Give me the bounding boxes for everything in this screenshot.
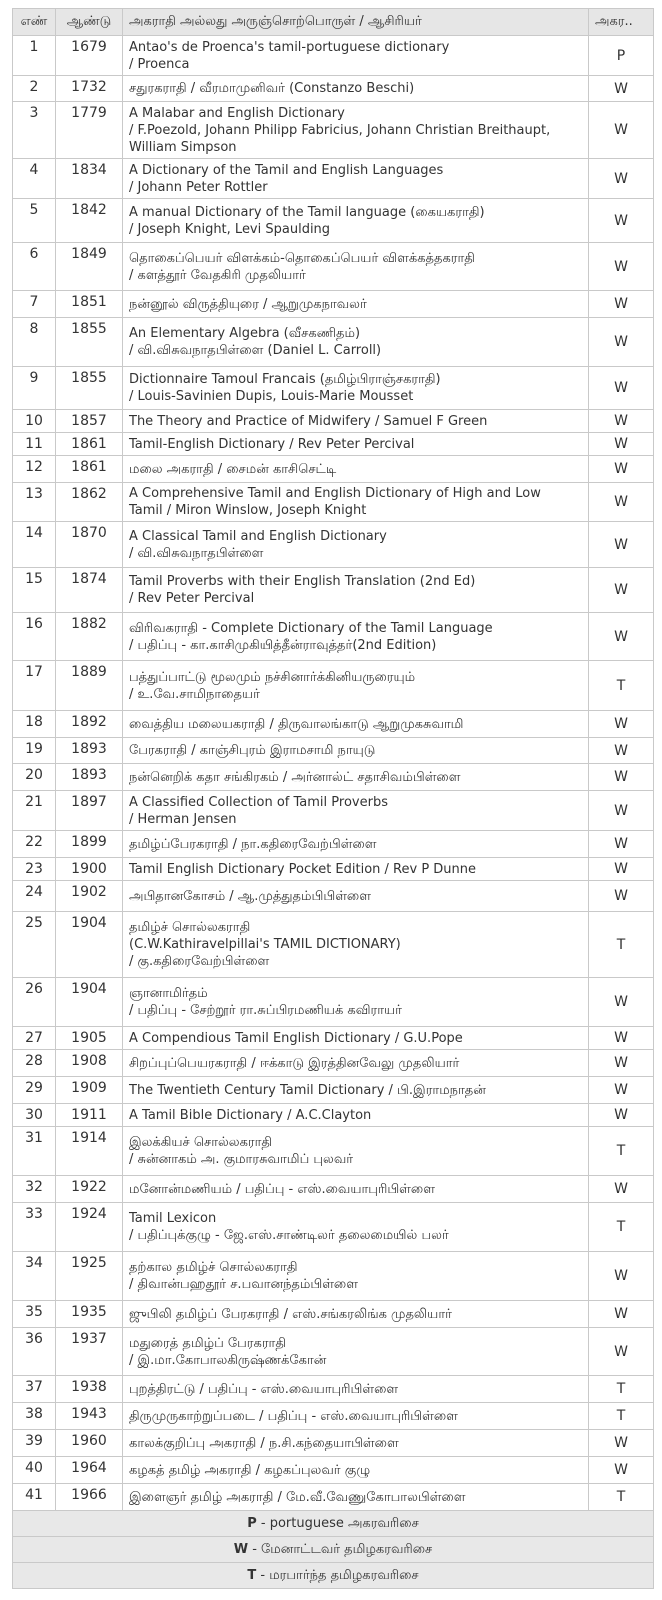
row-year: 1679 <box>56 36 123 76</box>
row-type: W <box>589 159 654 199</box>
legend-text: - மேனாட்டவர் தமிழகரவரிசை <box>248 1541 433 1557</box>
row-title-author <box>123 291 589 318</box>
row-number: 37 <box>13 1376 56 1403</box>
row-year: 1966 <box>56 1484 123 1511</box>
row-type: T <box>589 1403 654 1430</box>
title-line: / களத்தூர் வேதகிரி முதலியார் <box>129 267 306 283</box>
title-line: Tamil-English Dictionary / Rev Peter Percival <box>129 436 415 452</box>
row-year: 1874 <box>56 568 123 613</box>
row-type: W <box>589 764 654 791</box>
row-title-author <box>123 738 589 764</box>
row-year: 1849 <box>56 243 123 291</box>
table-row <box>13 1203 654 1252</box>
title-line: The Theory and Practice of Midwifery / Samuel F Green <box>129 413 488 429</box>
row-title-author <box>123 881 589 912</box>
row-number: 30 <box>13 1104 56 1127</box>
table-row <box>13 764 654 791</box>
row-number: 11 <box>13 433 56 456</box>
row-year: 1851 <box>56 291 123 318</box>
table-row <box>13 433 654 456</box>
header-title: அகராதி அல்லது அருஞ்சொற்பொருள் / ஆசிரியர் <box>123 9 589 36</box>
row-year: 1908 <box>56 1050 123 1077</box>
title-line: / Proenca <box>129 56 190 72</box>
header-num: எண் <box>13 9 56 36</box>
row-type: W <box>589 568 654 613</box>
row-year: 1904 <box>56 978 123 1027</box>
row-number: 19 <box>13 738 56 764</box>
title-line: / பதிப்புக்குழு - ஜே.எஸ்.சாண்டிலர் தலைமையில் பலர் <box>129 1228 449 1243</box>
title-line: புறத்திரட்டு / பதிப்பு - எஸ்.வையாபுரிபிள்ளை <box>129 1381 399 1397</box>
table-row <box>13 1484 654 1511</box>
row-number: 28 <box>13 1050 56 1077</box>
row-type: W <box>589 881 654 912</box>
row-title-author <box>123 76 589 102</box>
row-year: 1938 <box>56 1376 123 1403</box>
table-row <box>13 858 654 881</box>
table-row <box>13 1027 654 1050</box>
row-year: 1899 <box>56 831 123 858</box>
row-year: 1909 <box>56 1077 123 1104</box>
row-type: T <box>589 1376 654 1403</box>
row-type: T <box>589 661 654 711</box>
table-row <box>13 291 654 318</box>
title-line: / Louis-Savinien Dupis, Louis-Marie Mousset <box>129 389 414 404</box>
table-row <box>13 1077 654 1104</box>
legend-cell <box>13 1537 654 1563</box>
row-type: W <box>589 1328 654 1376</box>
title-line: தமிழ்ச் சொல்லகராதி <box>129 920 251 935</box>
table-row <box>13 613 654 661</box>
table-row <box>13 243 654 291</box>
row-year: 1893 <box>56 764 123 791</box>
title-line: A Comprehensive Tamil and English Dictionary of High and Low <box>129 486 541 501</box>
title-line: Tamil Lexicon <box>129 1211 217 1226</box>
row-number: 8 <box>13 318 56 367</box>
row-type: T <box>589 1484 654 1511</box>
row-number: 7 <box>13 291 56 318</box>
row-title-author <box>123 711 589 738</box>
legend-row <box>13 1537 654 1563</box>
row-title-author <box>123 912 589 978</box>
row-number: 32 <box>13 1176 56 1203</box>
row-type: W <box>589 102 654 159</box>
row-title-author <box>123 522 589 568</box>
row-number: 33 <box>13 1203 56 1252</box>
table-row <box>13 978 654 1027</box>
table-row <box>13 1328 654 1376</box>
title-line: விரிவகராதி - Complete Dictionary of the Tamil Language <box>129 620 493 636</box>
row-title-author <box>123 613 589 661</box>
row-year: 1861 <box>56 456 123 483</box>
row-year: 1855 <box>56 318 123 367</box>
row-title-author <box>123 1328 589 1376</box>
row-number: 21 <box>13 791 56 831</box>
row-number: 38 <box>13 1403 56 1430</box>
row-type: W <box>589 738 654 764</box>
row-year: 1834 <box>56 159 123 199</box>
row-year: 1902 <box>56 881 123 912</box>
row-type: T <box>589 912 654 978</box>
row-type: T <box>589 1127 654 1176</box>
table-row <box>13 318 654 367</box>
title-line: அபிதானகோசம் / ஆ.முத்துதம்பிபிள்ளை <box>129 888 371 904</box>
row-type: W <box>589 291 654 318</box>
table-row <box>13 881 654 912</box>
row-type: W <box>589 1301 654 1328</box>
title-line: / பதிப்பு - சேற்றூர் ரா.சுப்பிரமணியக் கவிராயர் <box>129 1003 402 1018</box>
row-title-author <box>123 456 589 483</box>
title-line: Dictionnaire Tamoul Francais (தமிழ்பிராஞ்சகராதி) <box>129 372 441 387</box>
title-line: பத்துப்பாட்டு மூலமும் நச்சினார்க்கினியருரையும் <box>129 669 416 685</box>
title-line: இலக்கியச் சொல்லகராதி <box>129 1135 273 1150</box>
row-type: W <box>589 433 654 456</box>
row-title-author <box>123 1176 589 1203</box>
row-type: W <box>589 243 654 291</box>
table-row <box>13 456 654 483</box>
table-row <box>13 568 654 613</box>
row-year: 1892 <box>56 711 123 738</box>
row-type: W <box>589 483 654 522</box>
row-number: 34 <box>13 1252 56 1301</box>
row-number: 39 <box>13 1430 56 1457</box>
row-number: 23 <box>13 858 56 881</box>
title-line: தமிழ்ப்பேரகராதி / நா.கதிரைவேற்பிள்ளை <box>129 836 377 852</box>
row-year: 1732 <box>56 76 123 102</box>
table-row <box>13 36 654 76</box>
row-number: 35 <box>13 1301 56 1328</box>
row-title-author <box>123 1203 589 1252</box>
table-row <box>13 1403 654 1430</box>
legend-text: - மரபார்ந்த தமிழகரவரிசை <box>256 1567 419 1583</box>
row-number: 24 <box>13 881 56 912</box>
row-number: 36 <box>13 1328 56 1376</box>
title-line: இளைஞர் தமிழ் அகராதி / மே.வீ.வேணுகோபாலபிள்ளை <box>129 1489 466 1505</box>
table-row <box>13 522 654 568</box>
row-number: 27 <box>13 1027 56 1050</box>
row-type: W <box>589 367 654 410</box>
title-line: / திவான்பஹதூர் ச.பவானந்தம்பிள்ளை <box>129 1277 358 1292</box>
row-title-author <box>123 1430 589 1457</box>
row-title-author <box>123 978 589 1027</box>
row-number: 22 <box>13 831 56 858</box>
row-year: 1889 <box>56 661 123 711</box>
title-line: A Compendious Tamil English Dictionary / G.U.Pope <box>129 1030 463 1046</box>
title-line: தொகைப்பெயர் விளக்கம்-தொகைப்பெயர் விளக்கத்தகராதி <box>129 250 475 266</box>
row-year: 1882 <box>56 613 123 661</box>
title-line: கழகத் தமிழ் அகராதி / கழகப்புலவர் குழு <box>129 1462 371 1478</box>
row-number: 40 <box>13 1457 56 1484</box>
legend-cell <box>13 1511 654 1537</box>
row-type: W <box>589 410 654 433</box>
row-year: 1857 <box>56 410 123 433</box>
row-year: 1943 <box>56 1403 123 1430</box>
table-row <box>13 1050 654 1077</box>
row-title-author <box>123 410 589 433</box>
row-title-author <box>123 1403 589 1430</box>
row-year: 1861 <box>56 433 123 456</box>
table-row <box>13 410 654 433</box>
row-number: 17 <box>13 661 56 711</box>
title-line: வைத்திய மலையகராதி / திருவாலங்காடு ஆறுமுகசுவாமி <box>129 716 464 732</box>
title-line: / வி.விசுவநாதபிள்ளை (Daniel L. Carroll) <box>129 343 382 358</box>
dictionary-table <box>12 8 654 1589</box>
row-title-author <box>123 433 589 456</box>
row-year: 1779 <box>56 102 123 159</box>
table-row <box>13 483 654 522</box>
title-line: A Dictionary of the Tamil and English Languages <box>129 162 444 178</box>
row-number: 41 <box>13 1484 56 1511</box>
legend-code: P <box>247 1515 257 1531</box>
row-title-author <box>123 791 589 831</box>
row-number: 31 <box>13 1127 56 1176</box>
title-line: ஞானாமிர்தம் <box>129 986 208 1001</box>
title-line: Tamil / Miron Winslow, Joseph Knight <box>129 503 367 518</box>
row-title-author <box>123 661 589 711</box>
row-type: W <box>589 1176 654 1203</box>
legend-text: - portuguese அகரவரிசை <box>256 1515 419 1531</box>
table-row <box>13 1176 654 1203</box>
title-line: பேரகராதி / காஞ்சிபுரம் இராமசாமி நாயுடு <box>129 743 376 758</box>
row-type: W <box>589 1077 654 1104</box>
row-year: 1897 <box>56 791 123 831</box>
row-number: 1 <box>13 36 56 76</box>
title-line: சதுரகராதி / வீரமாமுனிவர் (Constanzo Beschi) <box>129 81 415 96</box>
table-row <box>13 1457 654 1484</box>
row-title-author <box>123 1457 589 1484</box>
table-row <box>13 1104 654 1127</box>
title-line: Tamil English Dictionary Pocket Edition / Rev P Dunne <box>129 861 477 877</box>
row-year: 1905 <box>56 1027 123 1050</box>
row-year: 1893 <box>56 738 123 764</box>
row-title-author <box>123 243 589 291</box>
title-line: / சுன்னாகம் அ. குமாரசுவாமிப் புலவர் <box>129 1152 354 1167</box>
title-line: The Twentieth Century Tamil Dictionary / பி.இராமநாதன் <box>129 1082 486 1098</box>
title-line: / உ.வே.சாமிநாதையர் <box>129 686 260 702</box>
row-year: 1935 <box>56 1301 123 1328</box>
title-line: நன்னெறிக் கதா சங்கிரகம் / அர்னால்ட் சதாசிவம்பிள்ளை <box>129 769 461 785</box>
title-line: மலை அகராதி / சைமன் காசிசெட்டி <box>129 461 337 477</box>
legend-code: T <box>247 1567 257 1583</box>
table-row <box>13 1127 654 1176</box>
row-type: W <box>589 1050 654 1077</box>
title-line: / வி.விசுவநாதபிள்ளை <box>129 545 264 561</box>
row-title-author <box>123 1252 589 1301</box>
row-title-author <box>123 199 589 243</box>
row-type: W <box>589 1457 654 1484</box>
row-title-author <box>123 1376 589 1403</box>
row-year: 1924 <box>56 1203 123 1252</box>
row-title-author <box>123 858 589 881</box>
row-type: W <box>589 1430 654 1457</box>
title-line: ஜுபிலி தமிழ்ப் பேரகராதி / எஸ்.சங்கரலிங்க முதலியார் <box>129 1306 452 1322</box>
legend-cell <box>13 1563 654 1589</box>
table-row <box>13 1252 654 1301</box>
row-year: 1904 <box>56 912 123 978</box>
title-line: திருமுருகாற்றுப்படை / பதிப்பு - எஸ்.வையாபுரிபிள்ளை <box>129 1408 458 1424</box>
row-number: 15 <box>13 568 56 613</box>
row-title-author <box>123 764 589 791</box>
row-number: 14 <box>13 522 56 568</box>
row-type: W <box>589 522 654 568</box>
row-title-author <box>123 102 589 159</box>
title-line: / Herman Jensen <box>129 811 237 827</box>
row-number: 12 <box>13 456 56 483</box>
row-year: 1862 <box>56 483 123 522</box>
row-number: 10 <box>13 410 56 433</box>
row-number: 20 <box>13 764 56 791</box>
title-line: மதுரைத் தமிழ்ப் பேரகராதி <box>129 1335 286 1351</box>
row-title-author <box>123 1127 589 1176</box>
row-title-author <box>123 1301 589 1328</box>
table-row <box>13 76 654 102</box>
row-number: 26 <box>13 978 56 1027</box>
row-year: 1960 <box>56 1430 123 1457</box>
row-number: 18 <box>13 711 56 738</box>
row-type: W <box>589 978 654 1027</box>
row-year: 1870 <box>56 522 123 568</box>
row-number: 25 <box>13 912 56 978</box>
title-line: நன்னூல் விருத்தியுரை / ஆறுமுகநாவலர் <box>129 296 367 312</box>
title-line: A Tamil Bible Dictionary / A.C.Clayton <box>129 1107 372 1123</box>
row-year: 1937 <box>56 1328 123 1376</box>
table-row <box>13 159 654 199</box>
table-row <box>13 661 654 711</box>
title-line: (C.W.Kathiravelpillai's TAMIL DICTIONARY) <box>129 937 401 952</box>
row-type: W <box>589 199 654 243</box>
row-number: 4 <box>13 159 56 199</box>
legend-row <box>13 1511 654 1537</box>
row-number: 13 <box>13 483 56 522</box>
title-line: / Joseph Knight, Levi Spaulding <box>129 221 331 237</box>
table-row <box>13 1301 654 1328</box>
row-number: 29 <box>13 1077 56 1104</box>
title-line: Tamil Proverbs with their English Translation (2nd Ed) <box>129 574 476 589</box>
row-title-author <box>123 568 589 613</box>
table-row <box>13 831 654 858</box>
row-type: W <box>589 711 654 738</box>
table-header-row <box>13 9 654 36</box>
legend-row <box>13 1563 654 1589</box>
row-type: W <box>589 1027 654 1050</box>
title-line: / Rev Peter Percival <box>129 591 255 606</box>
row-type: W <box>589 1104 654 1127</box>
row-number: 9 <box>13 367 56 410</box>
row-type: W <box>589 831 654 858</box>
row-year: 1925 <box>56 1252 123 1301</box>
row-type: W <box>589 318 654 367</box>
table-row <box>13 102 654 159</box>
title-line: மனோன்மணியம் / பதிப்பு - எஸ்.வையாபுரிபிள்ளை <box>129 1181 435 1197</box>
row-type: P <box>589 36 654 76</box>
row-title-author <box>123 318 589 367</box>
title-line: A manual Dictionary of the Tamil language (கையகராதி) <box>129 204 485 220</box>
title-line: தற்கால தமிழ்ச் சொல்லகராதி <box>129 1260 298 1275</box>
table-row <box>13 912 654 978</box>
row-title-author <box>123 1077 589 1104</box>
row-type: T <box>589 1203 654 1252</box>
row-year: 1964 <box>56 1457 123 1484</box>
title-line: Antao's de Proenca's tamil-portuguese dictionary <box>129 39 450 55</box>
table-row <box>13 1430 654 1457</box>
row-year: 1914 <box>56 1127 123 1176</box>
row-title-author <box>123 1027 589 1050</box>
row-number: 2 <box>13 76 56 102</box>
row-title-author <box>123 159 589 199</box>
row-year: 1855 <box>56 367 123 410</box>
row-title-author <box>123 1104 589 1127</box>
header-type: அகர.. <box>589 9 654 36</box>
row-type: W <box>589 1252 654 1301</box>
title-line: A Classified Collection of Tamil Proverbs <box>129 794 388 810</box>
row-number: 6 <box>13 243 56 291</box>
table-row <box>13 367 654 410</box>
title-line: காலக்குறிப்பு அகராதி / ந.சி.கந்தையாபிள்ளை <box>129 1435 399 1451</box>
row-type: W <box>589 76 654 102</box>
row-title-author <box>123 1050 589 1077</box>
title-line: An Elementary Algebra (வீசகணிதம்) <box>129 326 361 341</box>
table-row <box>13 791 654 831</box>
row-year: 1842 <box>56 199 123 243</box>
title-line: / Johann Peter Rottler <box>129 179 268 195</box>
legend-code: W <box>233 1541 249 1557</box>
title-line: / இ.மா.கோபாலகிருஷ்ணக்கோன் <box>129 1352 327 1368</box>
title-line: A Malabar and English Dictionary <box>129 105 345 121</box>
title-line: / பதிப்பு - கா.காசிமுகியித்தீன்ராவுத்தர்(2nd Edition) <box>129 637 437 653</box>
title-line: / கு.கதிரைவேற்பிள்ளை <box>129 954 270 969</box>
table-row <box>13 199 654 243</box>
row-type: W <box>589 456 654 483</box>
row-number: 16 <box>13 613 56 661</box>
row-title-author <box>123 831 589 858</box>
row-title-author <box>123 36 589 76</box>
row-type: W <box>589 613 654 661</box>
row-number: 5 <box>13 199 56 243</box>
row-type: W <box>589 791 654 831</box>
title-line: / F.Poezold, Johann Philipp Fabricius, Johann Christian Breithaupt, William Simpson <box>129 122 551 155</box>
row-title-author <box>123 1484 589 1511</box>
title-line: A Classical Tamil and English Dictionary <box>129 528 387 544</box>
table-row <box>13 711 654 738</box>
row-number: 3 <box>13 102 56 159</box>
row-title-author <box>123 483 589 522</box>
row-year: 1911 <box>56 1104 123 1127</box>
row-year: 1900 <box>56 858 123 881</box>
header-year: ஆண்டு <box>56 9 123 36</box>
title-line: சிறப்புப்பெயரகராதி / ஈக்காடு இரத்தினவேலு முதலியார் <box>129 1055 460 1071</box>
row-year: 1922 <box>56 1176 123 1203</box>
table-row <box>13 738 654 764</box>
row-title-author <box>123 367 589 410</box>
table-row <box>13 1376 654 1403</box>
row-type: W <box>589 858 654 881</box>
